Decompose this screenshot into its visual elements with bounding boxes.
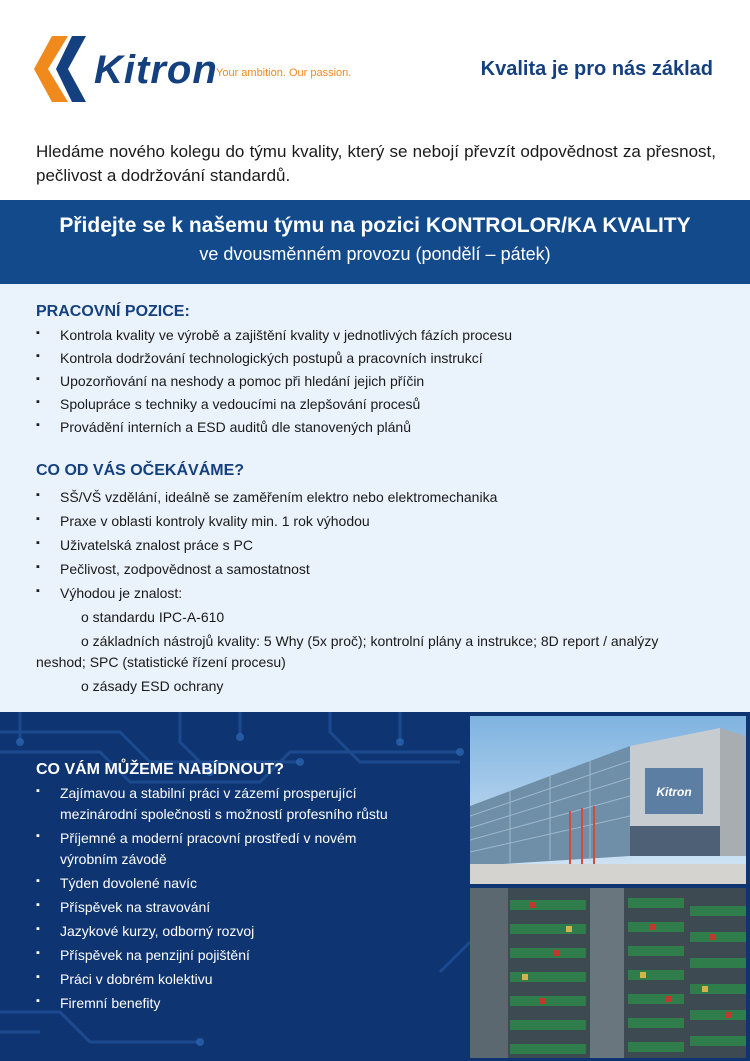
list-item: ▪ Uživatelská znalost práce s PC <box>36 537 497 561</box>
electronics-rack-photo <box>470 888 746 1058</box>
list-item: ▪ Práci v dobrém kolektivu <box>36 971 213 987</box>
list-item: ▪ Příspěvek na penzijní pojištění <box>36 947 250 963</box>
slogan: Kvalita je pro nás základ <box>480 58 713 80</box>
list-item: ▪ Pečlivost, zodpovědnost a samostatnost <box>36 561 497 585</box>
list-item: ▪ Kontrola dodržování technologických postupů a pracovních instrukcí <box>36 350 512 373</box>
sub-item: neshod; SPC (statistické řízení procesu) <box>36 654 286 670</box>
list-item: ▪ Upozorňování na neshody a pomoc při hledání jejich příčin <box>36 373 512 396</box>
building-sign: Kitron <box>656 785 692 799</box>
job-shift: ve dvousměnném provozu (pondělí – pátek) <box>199 244 551 264</box>
sub-item: o zásady ESD ochrany <box>81 678 224 694</box>
electronics-rack-image <box>470 888 746 1058</box>
intro-text: Hledáme nového kolegu do týmu kvality, který se nebojí převzít odpovědnost za přesnost, pečlivost a dodržování standardů. <box>36 142 716 185</box>
building-photo-image <box>470 716 746 884</box>
list-item: ▪ Příjemné a moderní pracovní prostředí v novém <box>36 830 357 846</box>
header <box>0 0 750 120</box>
list-item: ▪ Týden dovolené navíc <box>36 875 197 891</box>
expect-list <box>36 489 497 609</box>
list-item: ▪ Výhodou je znalost: <box>36 585 497 609</box>
list-item: mezinárodní společnosti s možností profesního růstu <box>60 806 388 822</box>
job-title-banner <box>0 200 750 284</box>
list-item: ▪ Jazykové kurzy, odborný rozvoj <box>36 923 255 939</box>
building-photo <box>470 716 746 884</box>
kitron-logo-mark-icon <box>34 34 90 104</box>
list-item: ▪ Zajímavou a stabilní práci v zázemí prosperující <box>36 785 357 801</box>
list-item: ▪ Provádění interních a ESD auditů dle stanovených plánů <box>36 419 512 442</box>
expect-heading: CO OD VÁS OČEKÁVÁME? <box>36 462 245 479</box>
list-item: ▪ Firemní benefity <box>36 995 161 1011</box>
position-heading: PRACOVNÍ POZICE: <box>36 303 190 320</box>
position-list <box>36 327 512 442</box>
list-item: ▪ Praxe v oblasti kontroly kvality min. 1 rok výhodou <box>36 513 497 537</box>
list-item: výrobním závodě <box>60 851 167 867</box>
list-item: ▪ Kontrola kvality ve výrobě a zajištění kvality v jednotlivých fázích procesu <box>36 327 512 350</box>
sub-item: o standardu IPC-A-610 <box>81 609 225 625</box>
brand-tagline: Your ambition. Our passion. <box>216 67 352 79</box>
list-item: ▪ Příspěvek na stravování <box>36 899 211 915</box>
brand-name: Kitron <box>94 48 218 92</box>
offer-heading: CO VÁM MŮŽEME NABÍDNOUT? <box>36 761 284 778</box>
list-item: ▪ Spolupráce s techniky a vedoucími na zlepšování procesů <box>36 396 512 419</box>
job-title: Přidejte se k našemu týmu na pozici KONTROLOR/KA KVALITY <box>59 214 691 237</box>
sub-item: o základních nástrojů kvality: 5 Why (5x proč); kontrolní plány a instrukce; 8D report / analýzy <box>81 633 659 649</box>
list-item: ▪ SŠ/VŠ vzdělání, ideálně se zaměřením elektro nebo elektromechanika <box>36 489 497 513</box>
kitron-logo <box>34 34 354 104</box>
